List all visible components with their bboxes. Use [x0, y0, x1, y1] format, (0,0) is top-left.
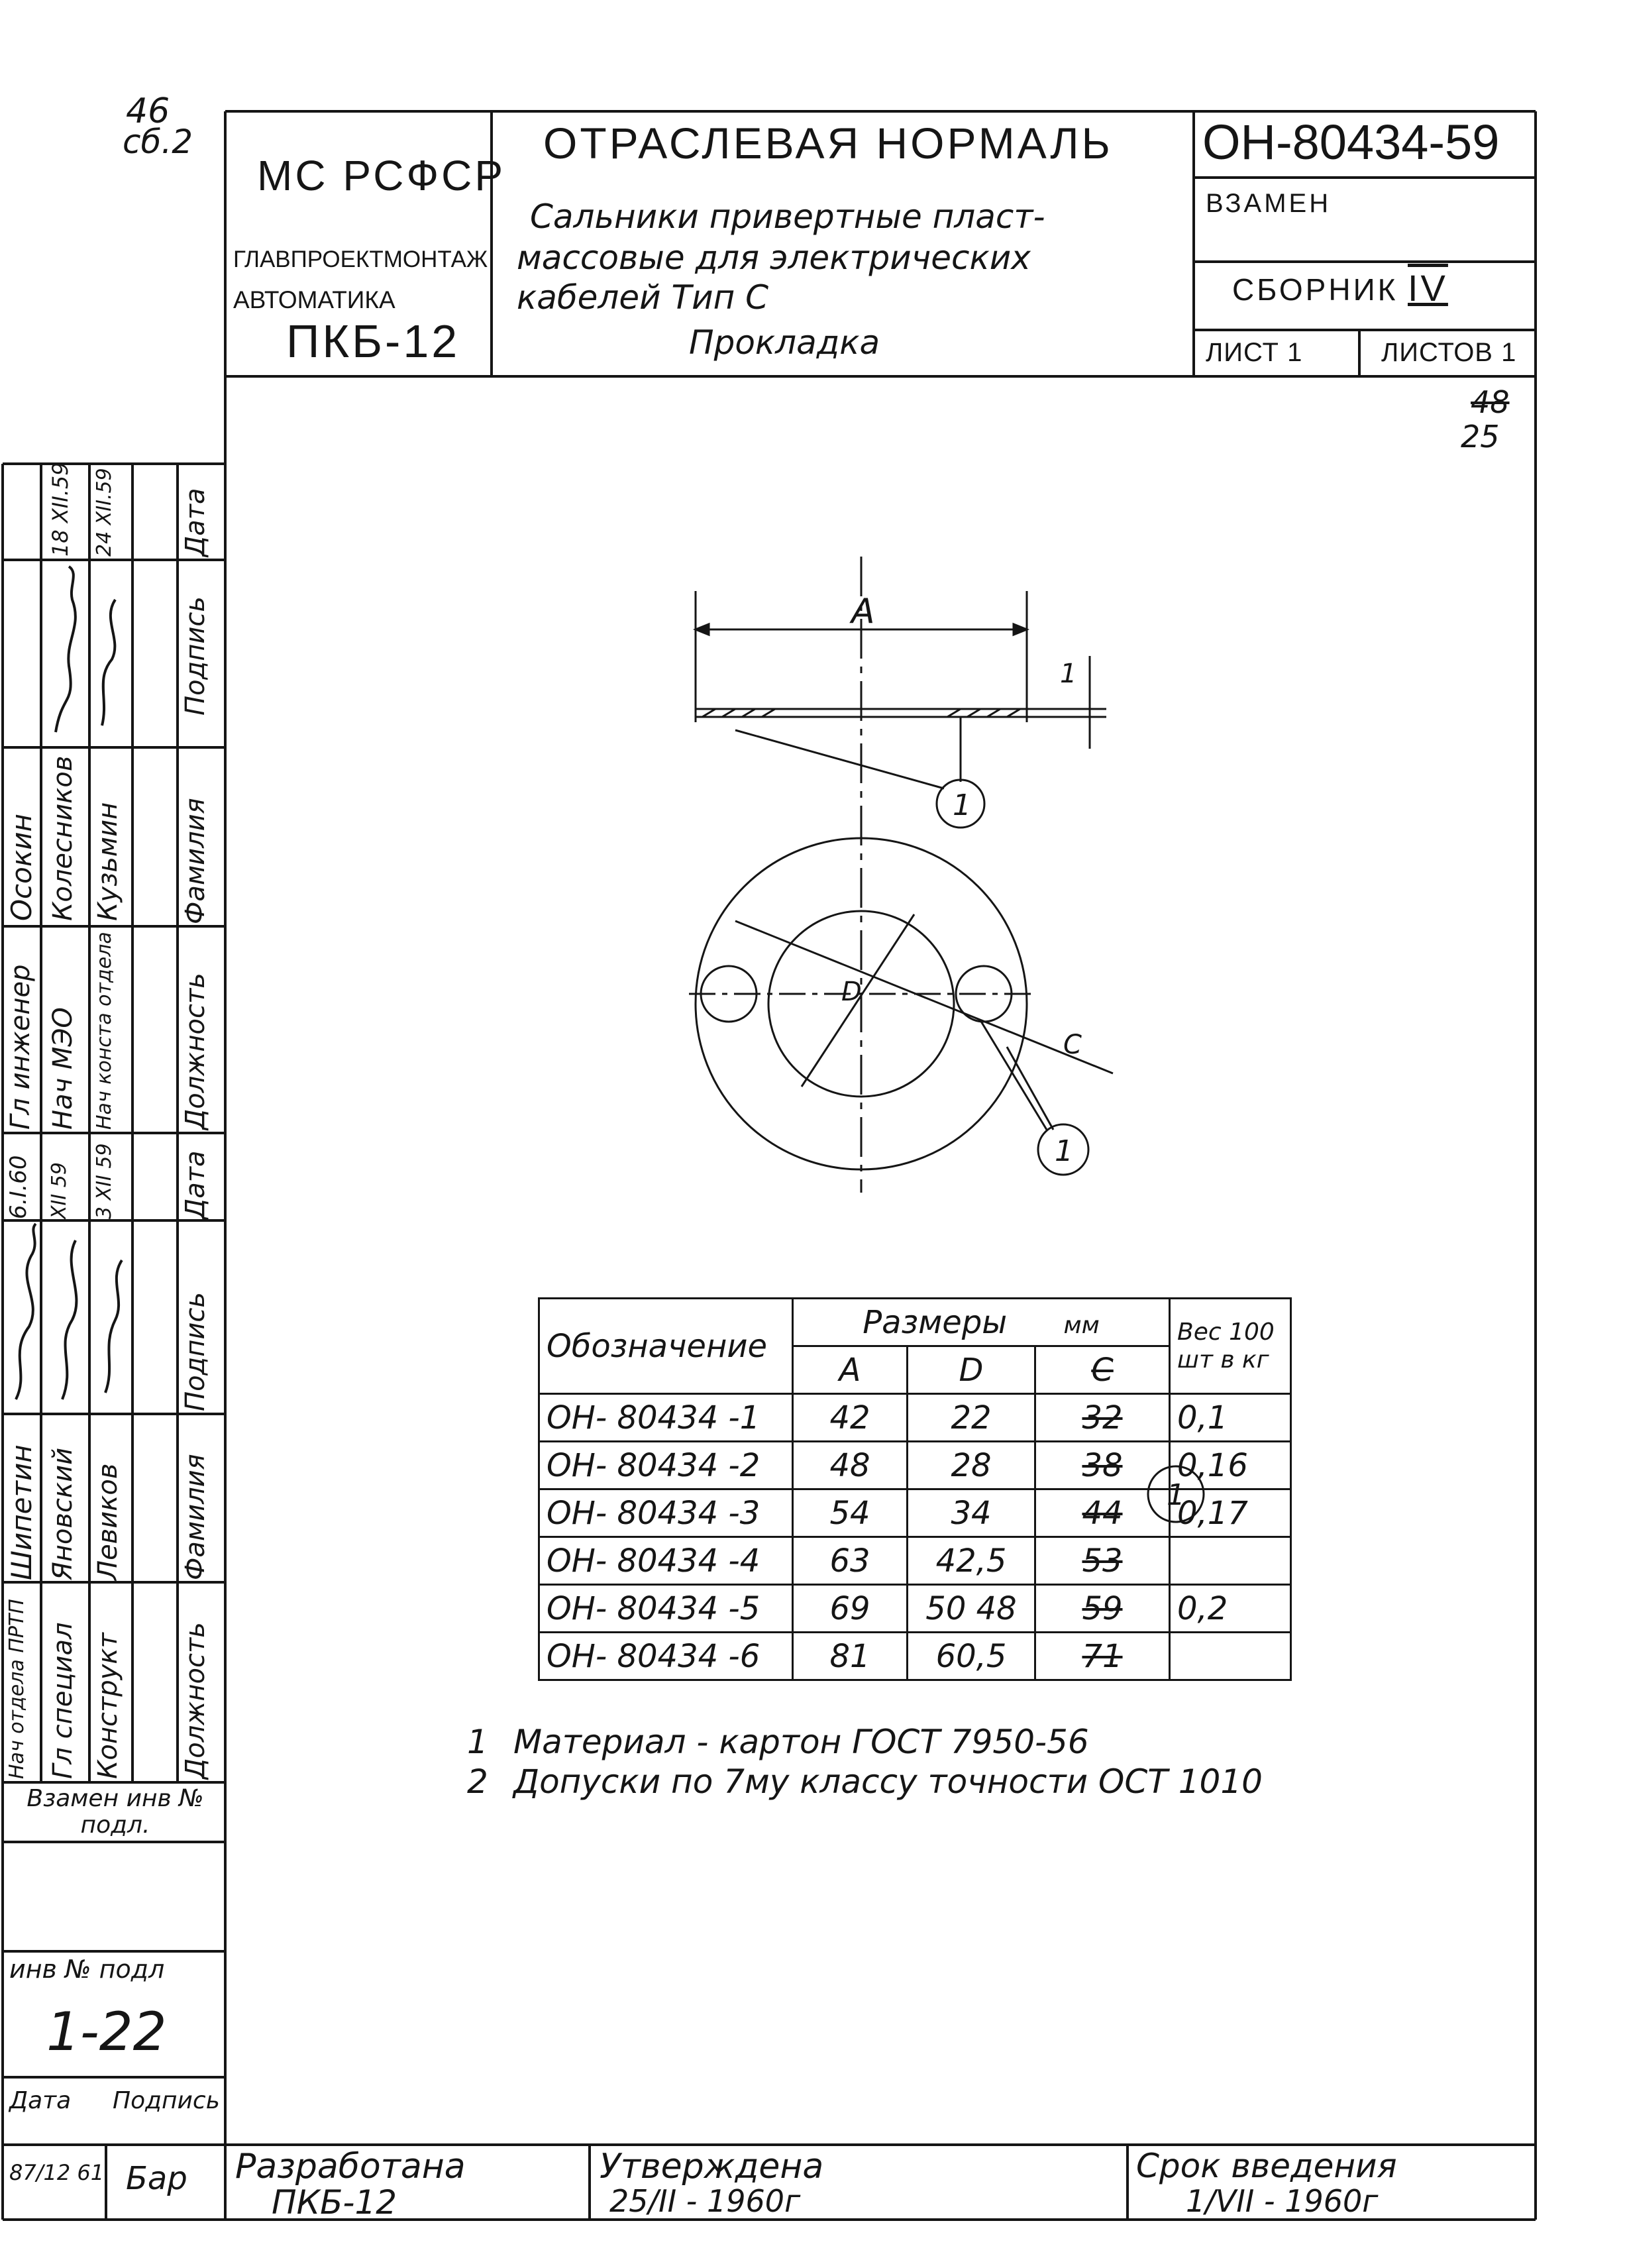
header-weight: Вес 100 шт в кг: [1170, 1299, 1291, 1394]
bottom-sign-value: Бар: [126, 2160, 187, 2197]
col-d: D: [908, 1346, 1035, 1394]
header-designation: Обозначение: [539, 1299, 793, 1394]
doc-type: ОТРАСЛЕВАЯ НОРМАЛЬ: [543, 119, 1113, 168]
table-row: [539, 1394, 1291, 1442]
footer-developed-value: ПКБ-12: [272, 2183, 397, 2222]
dim-a-label: A: [851, 592, 875, 631]
footer-approved-value: 25/II - 1960г: [609, 2183, 801, 2219]
sheets-label: ЛИСТОВ 1: [1381, 338, 1517, 367]
row-a: 69: [793, 1585, 908, 1633]
title-line-1: Сальники привертные пласт-: [530, 197, 1045, 236]
stamp-upper-position-label: Должность: [180, 973, 211, 1130]
stamp-lower-signatures: [3, 1220, 225, 1414]
footer-developed-label: Разработана: [235, 2147, 466, 2187]
footer-approved-label: Утверждена: [600, 2147, 824, 2187]
row-a: 63: [793, 1537, 908, 1585]
stamp-upper-position-2: Нач МЭО: [48, 1007, 78, 1130]
row-a: 54: [793, 1489, 908, 1537]
row-weight: 0,1: [1170, 1394, 1291, 1442]
stamp-upper-date-label: Дата: [180, 488, 211, 557]
stamp-upper-name-2: Колесников: [48, 755, 78, 921]
stamp-upper-sign-label: Подпись: [180, 596, 211, 716]
bottom-sign-label: Подпись: [113, 2087, 220, 2114]
row-c: 71: [1035, 1633, 1170, 1680]
stamp-lower-date-label: Дата: [180, 1150, 211, 1219]
row-c: 53: [1035, 1537, 1170, 1585]
org-main: ГЛАВПРОЕКТМОНТАЖ: [233, 246, 488, 272]
org-sub: АВТОМАТИКА: [233, 286, 395, 313]
stamp-lower-name-label: Фамилия: [180, 1454, 211, 1580]
stamp-lower-date-2: XII 59: [48, 1162, 71, 1219]
table-callout-number: 1: [1167, 1478, 1185, 1512]
dim-thickness-label: 1: [1060, 659, 1077, 689]
bottom-date-label: Дата: [9, 2087, 72, 2114]
page-mark-new: 25: [1461, 419, 1500, 455]
replaces-inv-label: Взамен инв № подл.: [26, 1785, 204, 1839]
row-designation: ОН- 80434 -1: [539, 1394, 793, 1442]
row-d: 28: [908, 1442, 1035, 1489]
row-designation: ОН- 80434 -2: [539, 1442, 793, 1489]
inv-label: инв № подл: [9, 1955, 165, 1984]
row-weight: 0,16: [1170, 1442, 1291, 1489]
footer-effective-label: Срок введения: [1136, 2147, 1397, 2185]
dim-d-label: D: [841, 977, 862, 1007]
row-c: 38: [1035, 1442, 1170, 1489]
row-weight: [1170, 1537, 1291, 1585]
stamp-upper-name-label: Фамилия: [180, 798, 211, 924]
doc-number: ОН-80434-59: [1202, 115, 1500, 170]
sheet-label: ЛИСТ 1: [1206, 338, 1303, 367]
col-c: C: [1035, 1346, 1170, 1394]
stamp-lower-date-1: 6.I.60: [5, 1155, 32, 1219]
stamp-lower-name-3: Левиков: [93, 1463, 123, 1580]
header-sizes-label: Размеры: [863, 1303, 1008, 1341]
stamp-upper-date-2: 18 XII.59: [48, 462, 73, 557]
note-1-text: Материал - картон ГОСТ 7950-56: [513, 1723, 1089, 1761]
note-2-text: Допуски по 7му классу точности ОСТ 1010: [513, 1762, 1263, 1801]
stamp-upper-name-1: Осокин: [5, 814, 38, 921]
stamp-lower-position-2: Гл специал: [48, 1622, 78, 1779]
stamp-upper-name-3: Кузьмин: [93, 802, 123, 921]
row-c: 32: [1035, 1394, 1170, 1442]
note-2-number: 2: [467, 1762, 488, 1801]
row-a: 81: [793, 1633, 908, 1680]
stamp-lower-name-2: Яновский: [48, 1447, 78, 1580]
stamp-lower-date-3: 3 XII 59: [93, 1143, 116, 1219]
dim-c-label: C: [1063, 1030, 1082, 1060]
row-a: 42: [793, 1394, 908, 1442]
row-d: 34: [908, 1489, 1035, 1537]
page-mark-old: 48: [1471, 384, 1510, 420]
row-weight: [1170, 1633, 1291, 1680]
row-d: 50 48: [908, 1585, 1035, 1633]
row-designation: ОН- 80434 -5: [539, 1585, 793, 1633]
title-line-4: Прокладка: [689, 323, 880, 362]
stamp-lower-position-1: Нач отдела ПРТП: [5, 1599, 28, 1779]
row-d: 22: [908, 1394, 1035, 1442]
table-row: [539, 1633, 1291, 1680]
stamp-lower-position-label: Должность: [180, 1622, 211, 1779]
row-weight: 0,17: [1170, 1489, 1291, 1537]
note-1-number: 1: [467, 1723, 488, 1761]
title-line-2: массовые для электрических: [517, 239, 1031, 277]
stamp-lower-name-1: Шипетин: [5, 1444, 38, 1580]
callout-bottom: 1: [1055, 1134, 1073, 1168]
table-callout: [1136, 1454, 1216, 1534]
corner-mark-collection: сб.2: [123, 123, 193, 161]
row-designation: ОН- 80434 -4: [539, 1537, 793, 1585]
row-c: 44: [1035, 1489, 1170, 1537]
row-d: 42,5: [908, 1537, 1035, 1585]
org-code: ПКБ-12: [286, 315, 460, 367]
stamp-lower-sign-label: Подпись: [180, 1292, 211, 1411]
gasket-drawing: [649, 543, 1245, 1206]
collection-number: IV: [1408, 267, 1448, 309]
row-a: 48: [793, 1442, 908, 1489]
title-line-3: кабелей Тип С: [517, 278, 769, 317]
bottom-date-value: 87/12 61: [9, 2160, 105, 2185]
row-designation: ОН- 80434 -3: [539, 1489, 793, 1537]
row-d: 60,5: [908, 1633, 1035, 1680]
callout-top: 1: [953, 788, 971, 822]
stamp-upper-position-3: Нач конста отдела: [93, 932, 116, 1130]
table-header-row: [539, 1299, 1291, 1346]
header-sizes: [793, 1299, 1170, 1346]
stamp-upper-date-3: 24 XII.59: [93, 468, 116, 557]
stamp-upper-position-1: Гл инженер: [5, 964, 36, 1130]
row-weight: 0,2: [1170, 1585, 1291, 1633]
col-a: A: [793, 1346, 908, 1394]
row-c: 59: [1035, 1585, 1170, 1633]
collection-label: СБОРНИК: [1232, 272, 1398, 307]
stamp-lower-position-3: Конструкт: [93, 1633, 123, 1779]
stamp-upper-signatures: [3, 560, 225, 747]
org-ministry: МС РСФСР: [257, 152, 506, 199]
footer-effective-value: 1/VII - 1960г: [1186, 2183, 1379, 2219]
inv-value: 1-22: [46, 2001, 167, 2063]
table-row: [539, 1537, 1291, 1585]
row-designation: ОН- 80434 -6: [539, 1633, 793, 1680]
table-row: [539, 1585, 1291, 1633]
replaces-label: ВЗАМЕН: [1206, 189, 1332, 218]
corner-mark-number: 46: [126, 91, 170, 131]
header-unit: мм: [1063, 1311, 1100, 1339]
